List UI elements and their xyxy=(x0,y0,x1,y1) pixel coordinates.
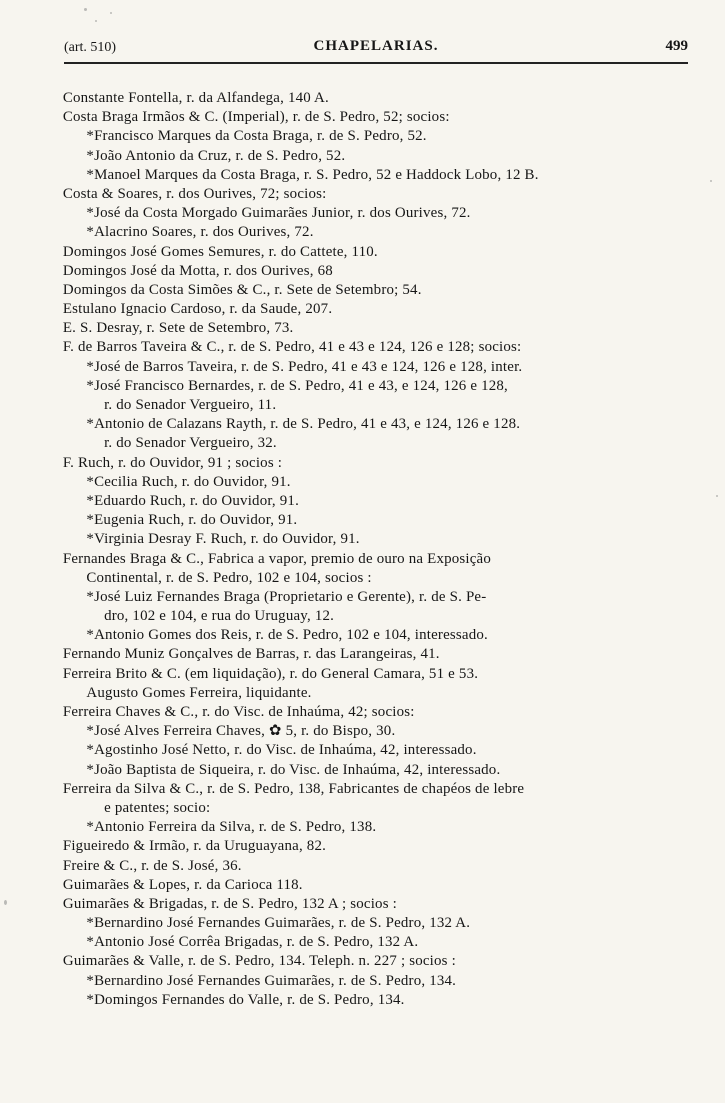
article-reference: (art. 510) xyxy=(64,40,117,55)
entry-line: E. S. Desray, r. Sete de Setembro, 73. xyxy=(62,319,294,337)
header-rule xyxy=(64,62,688,64)
entry-line: Domingos José da Motta, r. dos Ourives, 68 xyxy=(62,261,333,279)
entry-subline: dro, 102 e 104, e rua do Uruguay, 12. xyxy=(104,607,335,625)
entry-line: Guimarães & Lopes, r. da Carioca 118. xyxy=(62,875,303,893)
paper-speck xyxy=(84,8,87,11)
paper-speck xyxy=(95,20,97,22)
entry-subline: *Eduardo Ruch, r. do Ouvidor, 91. xyxy=(86,491,300,509)
entry-subline: *Antonio de Calazans Rayth, r. de S. Pedro, 41 e 43, e 124, 126 e 128. xyxy=(86,415,521,433)
entry-subline: *Bernardino José Fernandes Guimarães, r. de S. Pedro, 132 A. xyxy=(86,914,471,932)
page-header xyxy=(64,38,688,60)
entry-subline: *Virginia Desray F. Ruch, r. do Ouvidor, 91. xyxy=(86,530,360,548)
entry-subline: *Alacrino Soares, r. dos Ourives, 72. xyxy=(86,223,314,241)
entry-line: Fernando Muniz Gonçalves de Barras, r. das Larangeiras, 41. xyxy=(62,645,440,663)
entry-subline: *José Francisco Bernardes, r. de S. Pedro, 41 e 43, e 124, 126 e 128, xyxy=(86,376,508,394)
section-title: CHAPELARIAS. xyxy=(313,38,439,54)
entry-subline: *Eugenia Ruch, r. do Ouvidor, 91. xyxy=(86,511,298,529)
entry-line: Figueiredo & Irmão, r. da Uruguayana, 82. xyxy=(62,837,327,855)
entry-subline: *João Baptista de Siqueira, r. do Visc. de Inhaúma, 42, interessado. xyxy=(86,760,501,778)
entry-subline: *José de Barros Taveira, r. de S. Pedro, 41 e 43 e 124, 126 e 128, inter. xyxy=(86,357,523,375)
entry-line: Guimarães & Brigadas, r. de S. Pedro, 132 A ; socios : xyxy=(62,894,397,912)
entry-subline: *Bernardino José Fernandes Guimarães, r. de S. Pedro, 134. xyxy=(86,971,457,989)
entry-subline: *Antonio José Corrêa Brigadas, r. de S. Pedro, 132 A. xyxy=(86,933,419,951)
entry-subline: r. do Senador Vergueiro, 32. xyxy=(104,434,277,452)
entry-line: F. de Barros Taveira & C., r. de S. Pedro, 41 e 43 e 124, 126 e 128; socios: xyxy=(62,338,522,356)
entry-subline: *José Alves Ferreira Chaves, ✿ 5, r. do Bispo, 30. xyxy=(86,722,396,740)
entry-line: Fernandes Braga & C., Fabrica a vapor, premio de ouro na Exposição xyxy=(62,549,492,567)
entry-line: Estulano Ignacio Cardoso, r. da Saude, 207. xyxy=(62,300,333,318)
entry-subline: *João Antonio da Cruz, r. de S. Pedro, 52. xyxy=(86,146,346,164)
entry-subline: *Cecilia Ruch, r. do Ouvidor, 91. xyxy=(86,472,291,490)
entry-subline: *Domingos Fernandes do Valle, r. de S. Pedro, 134. xyxy=(86,990,405,1008)
entry-line: Domingos José Gomes Semures, r. do Cattete, 110. xyxy=(62,242,378,260)
entry-line: Costa & Soares, r. dos Ourives, 72; socios: xyxy=(62,184,327,202)
entry-subline: *Manoel Marques da Costa Braga, r. S. Pedro, 52 e Haddock Lobo, 12 B. xyxy=(86,165,539,183)
directory-entries xyxy=(0,88,725,1009)
entry-subline: *Francisco Marques da Costa Braga, r. de S. Pedro, 52. xyxy=(86,127,427,145)
paper-speck xyxy=(110,12,112,14)
entry-line: Constante Fontella, r. da Alfandega, 140 A. xyxy=(62,89,329,106)
entry-subline: Continental, r. de S. Pedro, 102 e 104, socios : xyxy=(86,568,372,586)
entry-line: Ferreira Chaves & C., r. do Visc. de Inhaúma, 42; socios: xyxy=(62,703,415,720)
entry-line: Ferreira da Silva & C., r. de S. Pedro, 138, Fabricantes de chapéos de lebre xyxy=(62,779,525,797)
entry-subline: *José da Costa Morgado Guimarães Junior, r. dos Ourives, 72. xyxy=(86,204,471,222)
entry-line: Costa Braga Irmãos & C. (Imperial), r. de S. Pedro, 52; socios: xyxy=(62,108,450,126)
entry-subline: r. do Senador Vergueiro, 11. xyxy=(104,396,277,413)
entry-line: Freire & C., r. de S. José, 36. xyxy=(62,856,242,874)
entry-subline: *José Luiz Fernandes Braga (Proprietario e Gerente), r. de S. Pe- xyxy=(86,587,487,605)
entry-line: Ferreira Brito & C. (em liquidação), r. do General Camara, 51 e 53. xyxy=(62,664,479,682)
entry-line: Guimarães & Valle, r. de S. Pedro, 134. Teleph. n. 227 ; socios : xyxy=(62,952,456,970)
entry-line: Domingos da Costa Simões & C., r. Sete de Setembro; 54. xyxy=(62,280,422,298)
entry-line: F. Ruch, r. do Ouvidor, 91 ; socios : xyxy=(62,453,283,471)
entry-subline: *Antonio Ferreira da Silva, r. de S. Pedro, 138. xyxy=(86,818,377,836)
page-number: 499 xyxy=(665,38,688,54)
entry-subline: *Agostinho José Netto, r. do Visc. de Inhaúma, 42, interessado. xyxy=(86,741,477,759)
entry-subline: e patentes; socio: xyxy=(104,798,211,816)
entry-subline: *Antonio Gomes dos Reis, r. de S. Pedro, 102 e 104, interessado. xyxy=(86,626,488,644)
entry-subline: Augusto Gomes Ferreira, liquidante. xyxy=(86,683,312,701)
